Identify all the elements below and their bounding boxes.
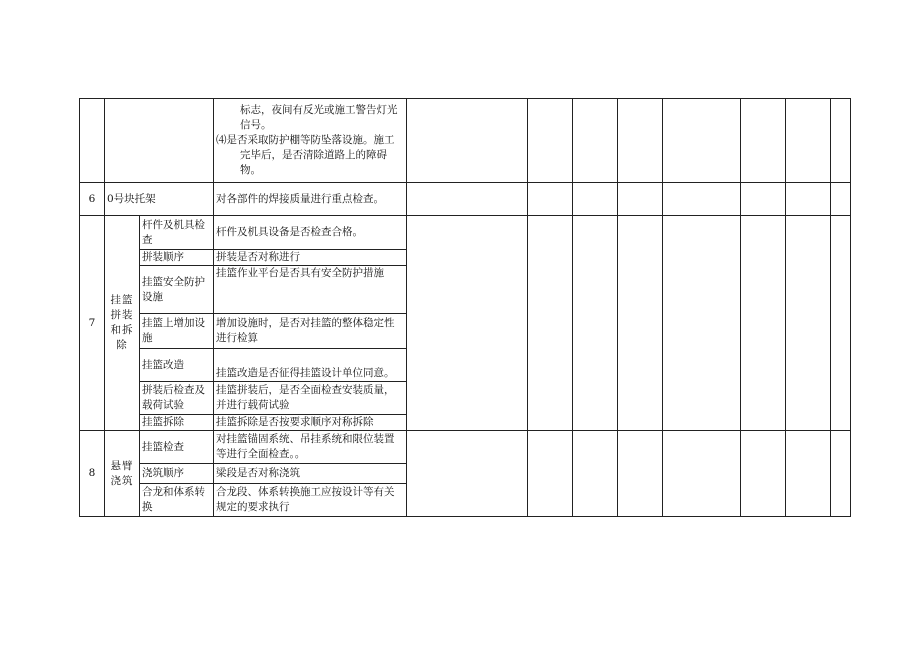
requirement-text: 对各部件的焊接质量进行重点检查。 — [214, 183, 407, 216]
category-label: 悬臂浇筑 — [105, 431, 140, 517]
item-label: 0号块托架 — [105, 183, 214, 216]
row-number: 8 — [80, 431, 105, 517]
requirement-text: 杆件及机具设备是否检查合格。 — [214, 216, 407, 250]
requirement-text: 挂篮拆除是否按要求顺序对称拆除 — [214, 415, 407, 431]
requirement-text: 挂篮作业平台是否具有安全防护措施 — [214, 266, 407, 314]
req-line: 完毕后，是否清除道路上的障碍物。 — [240, 149, 387, 176]
sub-item: 拼装顺序 — [140, 250, 214, 266]
sub-item: 杆件及机具检查 — [140, 216, 214, 250]
table-row — [80, 431, 851, 464]
sub-item: 挂篮安全防护设施 — [140, 266, 214, 314]
sub-item: 拼装后检查及载荷试验 — [140, 382, 214, 415]
requirement-text: 合龙段、体系转换施工应按设计等有关规定的要求执行 — [214, 484, 407, 517]
sub-item: 合龙和体系转换 — [140, 484, 214, 517]
requirement-cell — [214, 99, 407, 183]
category-label: 挂篮拼装和拆除 — [105, 216, 140, 431]
row-number: 6 — [80, 183, 105, 216]
table-row — [80, 216, 851, 250]
sub-item: 挂篮检查 — [140, 431, 214, 464]
table-row — [80, 99, 851, 183]
row-number: 7 — [80, 216, 105, 431]
sub-item: 挂篮上增加设施 — [140, 314, 214, 349]
requirement-text: 挂篮改造是否征得挂篮设计单位同意。 — [214, 349, 407, 382]
inspection-table — [79, 98, 851, 517]
sub-item: 挂篮改造 — [140, 349, 214, 382]
requirement-text: 拼装是否对称进行 — [214, 250, 407, 266]
requirement-text: 对挂篮锚固系统、吊挂系统和限位装置等进行全面检查。。 — [214, 431, 407, 464]
num-cell — [80, 99, 105, 183]
req-line: 信号。 — [240, 119, 272, 131]
requirement-text: 梁段是否对称浇筑 — [214, 464, 407, 484]
sub-item: 挂篮拆除 — [140, 415, 214, 431]
req-line: ⑷是否采取防护棚等防坠落设施。施工 — [216, 134, 395, 146]
item-cell — [105, 99, 214, 183]
table-row — [80, 183, 851, 216]
sub-item: 浇筑顺序 — [140, 464, 214, 484]
req-line: 标志，夜间有反光或施工警告灯光 — [240, 104, 398, 116]
requirement-text: 增加设施时，是否对挂篮的整体稳定性进行检算 — [214, 314, 407, 349]
requirement-text: 挂篮拼装后，是否全面检查安装质量，并进行载荷试验 — [214, 382, 407, 415]
